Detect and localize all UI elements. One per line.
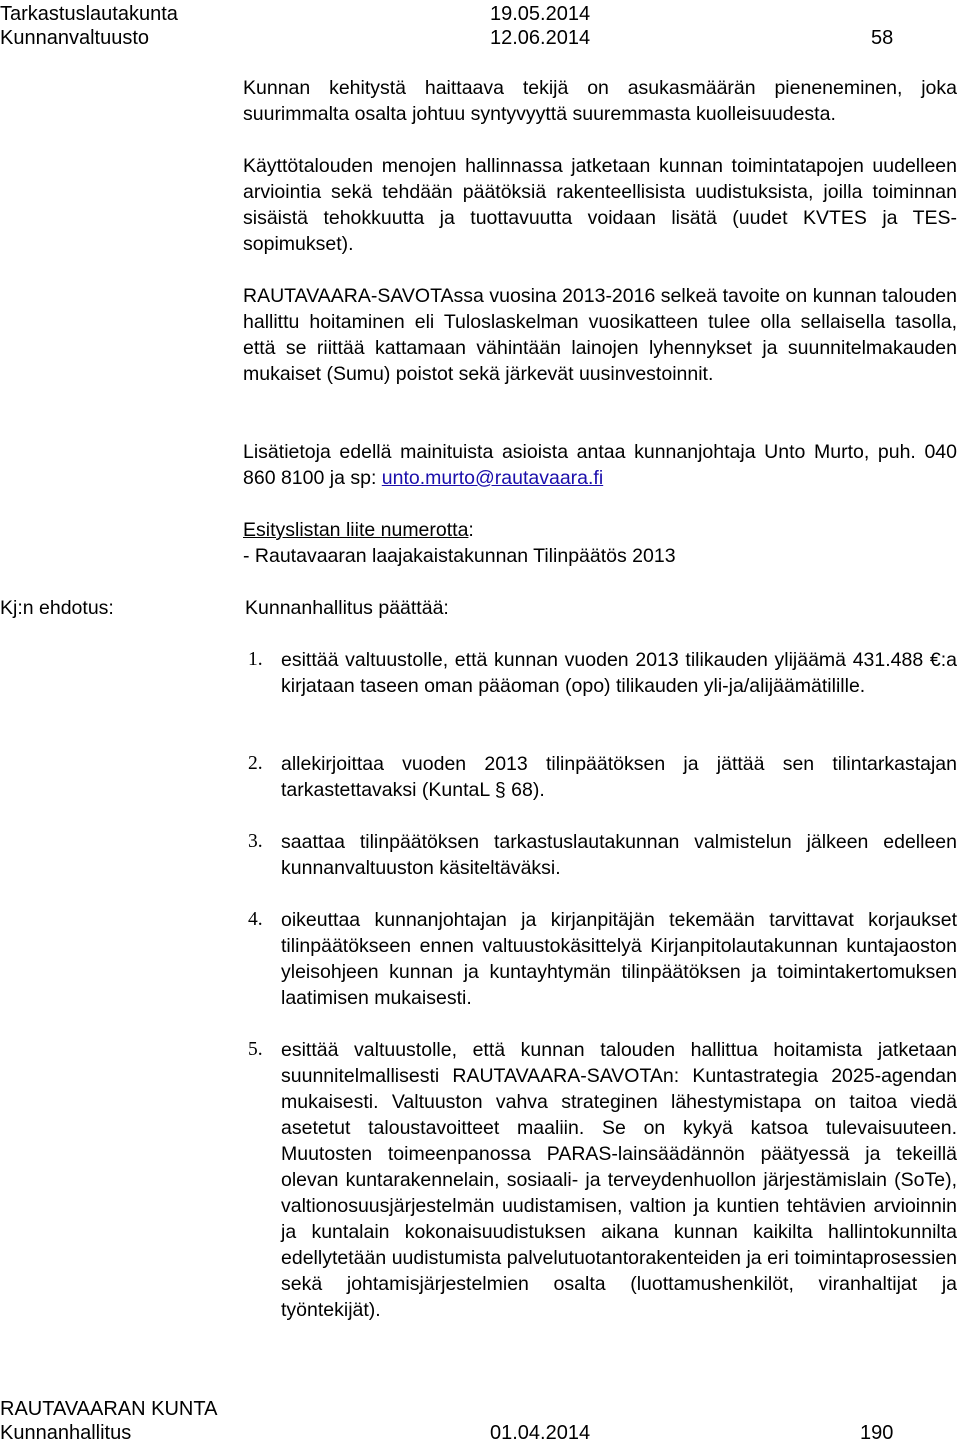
footer-body: Kunnanhallitus xyxy=(0,1422,132,1444)
item-number-1: 1. xyxy=(248,649,263,670)
paragraph-population: Kunnan kehitystä haittaava tekijä on asukasmäärän pieneneminen, joka suurimmalta osalta johtuu syntyvyyttä suuremmasta kuolleisuudesta. xyxy=(243,77,957,125)
header-page-number: 58 xyxy=(871,27,894,49)
proposal-item-4: oikeuttaa kunnanjohtajan ja kirjanpitäjän tekemään tarvittavat korjaukset tilinpäätökseen ennen valtuustokäsittelyä Kirjanpitolautakunnan kuntajaoston yleisohjeen kunnan ja kuntayhtymän tilinpäätöksen ja toimintakertomuksen laatimisen mukaisesti. xyxy=(281,909,957,1009)
proposal-item-2: allekirjoittaa vuoden 2013 tilinpäätöksen ja jättää sen tilintarkastajan tarkastettavaksi (KuntaL § 68). xyxy=(281,753,957,801)
proposal-intro: Kunnanhallitus päättää: xyxy=(245,597,449,619)
header-line-1 xyxy=(0,2,960,26)
attachment-section xyxy=(243,517,957,569)
footer-org: RAUTAVAARAN KUNTA xyxy=(0,1398,218,1420)
attachment-item: - Rautavaaran laajakaistakunnan Tilinpäätös 2013 xyxy=(243,545,676,567)
item-number-4: 4. xyxy=(248,909,263,930)
proposal-item-1: esittää valtuustolle, että kunnan vuoden 2013 tilikauden ylijäämä 431.488 €:a kirjataan taseen oman pääoman (opo) tilikauden yli-ja/alijäämätilille. xyxy=(281,649,957,697)
footer-page-number: 190 xyxy=(860,1422,894,1444)
attachment-heading-colon: : xyxy=(468,519,474,541)
proposal-label: Kj:n ehdotus: xyxy=(0,597,114,619)
header-date-1: 19.05.2014 xyxy=(490,3,591,25)
attachment-heading: Esityslistan liite numerotta xyxy=(243,519,469,541)
header-date-2: 12.06.2014 xyxy=(490,27,591,49)
item-number-2: 2. xyxy=(248,753,263,774)
more-info-text: Lisätietoja edellä mainituista asioista antaa kunnanjohtaja Unto Murto, puh. 040 860 8100 ja sp: xyxy=(243,441,957,489)
footer-line-1 xyxy=(0,1397,960,1421)
paragraph-operating-costs: Käyttötalouden menojen hallinnassa jatketaan kunnan toimintatapojen uudelleen arviointia sekä tehdään päätöksiä rakenteellisista uudistuksista, joilla toiminnan sisäistä tehokkuutta ja tuottavuutta voidaan lisätä (uudet KVTES ja TES-sopimukset). xyxy=(243,155,957,255)
item-number-5: 5. xyxy=(248,1039,263,1060)
header-line-2 xyxy=(0,26,960,50)
proposal-item-3: saattaa tilinpäätöksen tarkastuslautakunnan valmistelun jälkeen edelleen kunnanvaltuuston käsiteltäväksi. xyxy=(281,831,957,879)
item-number-3: 3. xyxy=(248,831,263,852)
header-org-1: Tarkastuslautakunta xyxy=(0,3,178,25)
attachment-heading-line xyxy=(243,517,957,543)
proposal-item-5: esittää valtuustolle, että kunnan talouden hallittua hoitamista jatketaan suunnitelmallisesti RAUTAVAARA-SAVOTAn: Kuntastrategia 2025-agendan mukaisesti. Valtuuston vahva strateginen lähestymistapa on taitoa viedä asetetut taloustavoitteet maaliin. Se on kykyä katsoa tulevaisuuteen. Muutosten toimeenpanossa PARAS-lainsäädännön päätyessä ja tekeillä olevan kuntarakennelain, sosiaali- ja terveydenhuollon järjestämislain (SoTe), valtionosuusjärjestelmän uudistamisen, valtion ja kuntien tehtävien arvioinnin ja kuntalain kokonaisuudistuksen aikana kunnan kaikilta hallintokunnilta edellytetään uudistumista palvelutuotantorakenteiden ja eri toimintaprosessien sekä johtamisjärjestelmien osalta (luottamushenkilöt, viranhaltijat ja työntekijät). xyxy=(281,1039,957,1321)
footer-line-2 xyxy=(0,1421,960,1445)
paragraph-more-info xyxy=(243,439,957,491)
paragraph-savotta-goal: RAUTAVAARA-SAVOTAssa vuosina 2013-2016 selkeä tavoite on kunnan talouden hallittu hoitaminen eli Tuloslaskelman vuosikatteen tulee olla sellaisella tasolla, että se riittää kattamaan vähintään lainojen lyhennykset ja suunnitelmakauden mukaiset (Sumu) poistot sekä järkevät uusinvestoinnit. xyxy=(243,285,957,385)
footer-date: 01.04.2014 xyxy=(490,1422,591,1444)
header-org-2: Kunnanvaltuusto xyxy=(0,27,150,49)
email-link[interactable]: unto.murto@rautavaara.fi xyxy=(381,467,604,489)
